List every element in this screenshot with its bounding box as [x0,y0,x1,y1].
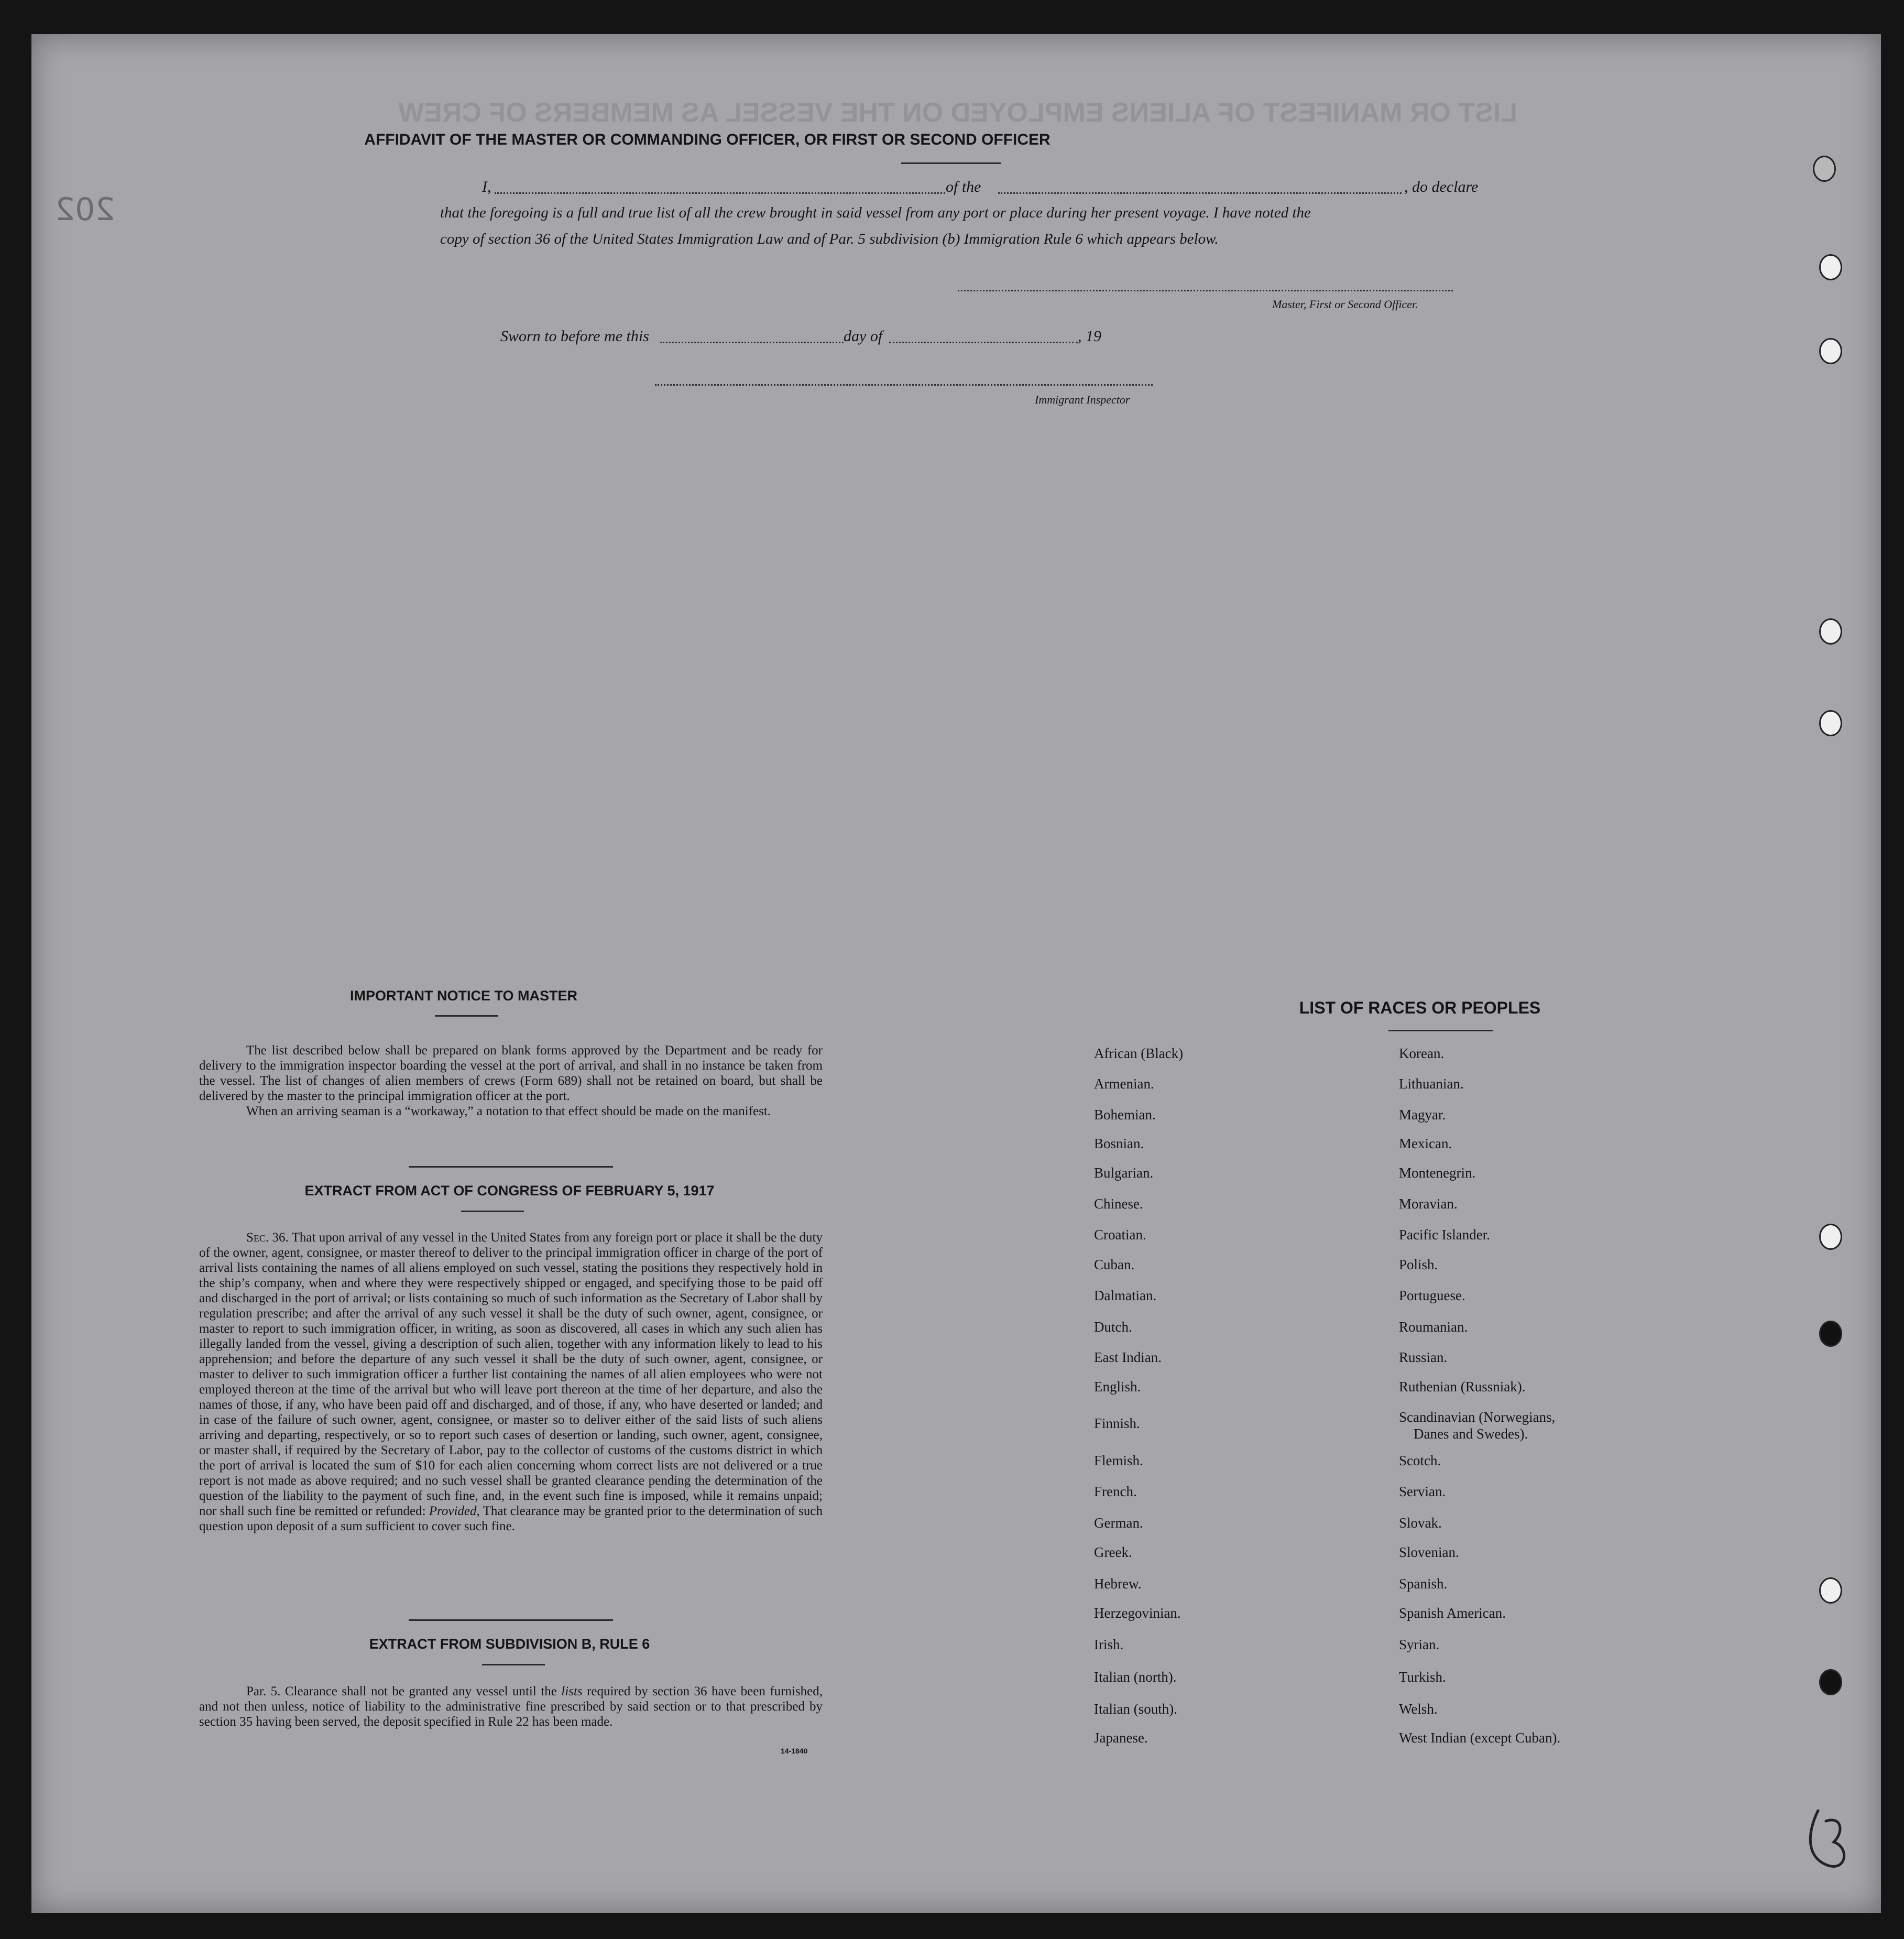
race-item-right-19: Spanish American. [1399,1605,1506,1621]
binder-hole-3 [1819,338,1842,364]
binder-hole-7 [1819,1321,1842,1347]
races-left-column [1094,1045,1382,1779]
sworn-line [500,328,1129,348]
binder-hole-8 [1819,1577,1842,1604]
race-item-right-13: Scandinavian (Norwegians, [1399,1409,1556,1425]
race-item-left-3: Bohemian. [1094,1107,1156,1123]
handwritten-corner-mark [1797,1800,1860,1879]
sworn-month-blank[interactable] [889,342,1078,343]
sworn-day-of: day of [844,328,883,345]
race-item-right-8: Polish. [1399,1257,1438,1272]
race-item-right-13-continuation: Danes and Swedes). [1414,1426,1528,1442]
race-item-left-8: Cuban. [1094,1257,1135,1272]
race-item-left-2: Armenian. [1094,1076,1154,1092]
race-item-left-12: English. [1094,1379,1141,1395]
binder-hole-5 [1819,710,1842,736]
affidavit-title: AFFIDAVIT OF THE MASTER OR COMMANDING OFFICER, OR FIRST OR SECOND OFFICER [364,131,1051,148]
race-item-left-16: German. [1094,1515,1143,1531]
act-provided: Provided, [429,1504,480,1518]
race-item-left-5: Bulgarian. [1094,1165,1154,1181]
notice-title-rule [435,1015,498,1017]
race-item-left-19: Herzegovinian. [1094,1605,1181,1621]
declare-suffix: , do declare [1404,178,1479,195]
rule-title: EXTRACT FROM SUBDIVISION B, RULE 6 [369,1636,650,1652]
race-item-right-23: West Indian (except Cuban). [1399,1730,1561,1746]
rule-paragraph [199,1684,823,1729]
race-item-right-5: Montenegrin. [1399,1165,1476,1181]
notice-paragraph-2: When an arriving seaman is a “workaway,” a notation to that effect should be made on the manifest. [246,1104,771,1118]
master-signature-caption: Master, First or Second Officer. [1272,298,1418,311]
race-item-right-12: Ruthenian (Russniak). [1399,1379,1526,1395]
race-item-left-18: Hebrew. [1094,1576,1142,1592]
race-item-left-10: Dutch. [1094,1319,1132,1335]
sworn-day-blank[interactable] [660,342,844,343]
rule-title-rule [482,1664,545,1665]
race-item-left-15: French. [1094,1484,1137,1499]
race-item-left-21: Italian (north). [1094,1669,1177,1685]
race-item-right-4: Mexican. [1399,1136,1452,1151]
race-item-right-2: Lithuanian. [1399,1076,1464,1092]
race-item-left-1: African (Black) [1094,1045,1184,1061]
vessel-prefix: of the [946,178,981,195]
race-item-right-3: Magyar. [1399,1107,1446,1123]
inspector-signature-line[interactable] [655,384,1153,386]
binder-hole-9 [1819,1669,1842,1695]
race-item-left-23: Japanese. [1094,1730,1148,1746]
affidavit-line1 [482,178,1504,199]
race-item-left-13: Finnish. [1094,1415,1140,1431]
vessel-name-blank[interactable] [998,192,1402,194]
rule-text-main: Par. 5. Clearance shall not be granted any vessel until the [246,1684,562,1698]
affidavit-line2: that the foregoing is a full and true list of all the crew brought in said vessel from any port or place during her present voyage. I have noted the [440,204,1311,221]
race-item-right-15: Servian. [1399,1484,1446,1499]
form-number: 14-1840 [781,1747,808,1755]
notice-title: IMPORTANT NOTICE TO MASTER [350,988,577,1004]
race-item-left-9: Dalmatian. [1094,1288,1157,1303]
race-item-left-20: Irish. [1094,1637,1124,1652]
race-item-right-17: Slovenian. [1399,1544,1459,1560]
race-item-right-11: Russian. [1399,1349,1448,1365]
notice-paragraph-1: The list described below shall be prepared on blank forms approved by the Department and be ready for delivery to the immigration inspector boarding the vessel at the port of arrival, and shall in no instance be taken from the vessel. The list of changes of alien members of crews (Form 689) shall not be retained on board, but shall be delivered by the master to the principal immigration officer at the port. [199,1043,823,1103]
act-divider [409,1166,613,1168]
race-item-left-14: Flemish. [1094,1453,1143,1468]
race-item-left-22: Italian (south). [1094,1701,1177,1717]
race-item-right-1: Korean. [1399,1045,1445,1061]
race-item-right-10: Roumanian. [1399,1319,1468,1335]
race-item-right-6: Moravian. [1399,1196,1458,1212]
race-item-right-16: Slovak. [1399,1515,1442,1531]
race-item-right-18: Spanish. [1399,1576,1448,1592]
race-item-left-6: Chinese. [1094,1196,1143,1212]
race-item-right-7: Pacific Islander. [1399,1227,1490,1243]
binder-hole-6 [1819,1224,1842,1250]
race-item-left-11: East Indian. [1094,1349,1162,1365]
act-title: EXTRACT FROM ACT OF CONGRESS OF FEBRUARY 5, 1917 [304,1183,715,1199]
act-title-rule [461,1211,524,1212]
binder-hole-2 [1819,254,1842,280]
race-item-right-22: Welsh. [1399,1701,1438,1717]
race-item-right-20: Syrian. [1399,1637,1440,1652]
races-title: LIST OF RACES OR PEOPLES [1299,998,1541,1017]
declarant-prefix: I, [482,178,491,195]
bleed-through-heading: LIST OR MANIFEST OF ALIENS EMPLOYED ON THE VESSEL AS MEMBERS OF CREW [398,97,1517,128]
race-item-left-4: Bosnian. [1094,1136,1144,1151]
sworn-prefix: Sworn to before me this [500,328,649,345]
rule-lists: lists [561,1684,583,1698]
master-signature-line[interactable] [958,290,1453,291]
race-item-right-14: Scotch. [1399,1453,1441,1468]
races-right-column [1399,1045,1739,1779]
declarant-name-blank[interactable] [495,192,945,194]
act-section-label: Sec. 36. [246,1230,289,1245]
rule-text-end: required by section 36 have been furnished, and not then unless, notice of liability to the administrative fine prescribed by said section or to that prescribed by section 35 having been served, the deposit specified in Rule 22 has been made. [199,1684,823,1729]
race-item-left-17: Greek. [1094,1544,1132,1560]
act-text-end: That clearance may be granted prior to the determination of such question upon deposit of a sum sufficient to cover such fine. [199,1504,823,1533]
race-item-right-9: Portuguese. [1399,1288,1465,1303]
sworn-year: , 19 [1078,328,1101,345]
inspector-caption: Immigrant Inspector [1035,393,1130,406]
race-item-left-7: Croatian. [1094,1227,1146,1243]
act-section-36 [199,1230,823,1534]
binder-hole-4 [1819,618,1842,645]
document-sheet [31,34,1881,1913]
race-item-right-21: Turkish. [1399,1669,1446,1685]
rule-divider [409,1619,613,1621]
act-text-main: That upon arrival of any vessel in the United States from any foreign port or place it shall be the duty of the owner, agent, consignee, or master thereof to deliver to the principal immigration officer in charge of the port of arrival lists containing the names of all aliens employed on such vessel, stating the positions they respectively hold in the ship’s company, when and where they were respectively shipped or engaged, and specifying those to be paid off and discharged in the port of arrival; or lists containing so much of such information as the Secretary of Labor shall by regulation prescribe; and after the arrival of any such vessel it shall be the duty of such owner, agent, consignee, or master to report to such immigration officer, in writing, as soon as discovered, all cases in which any such alien has illegally landed from the vessel, giving a description of such alien, together with any information likely to lead to his apprehension; and before the departure of any such vessel it shall be the duty of such owner, agent, consignee, or master to deliver to such immigration officer a further list containing the names of all alien employees who were not employed thereon at the time of the arrival but who will leave port thereon at the time of her departure, and also the names of those, if any, who have been paid off and discharged, and of those, if any, who have deserted or landed; and in case of the failure of such owner, agent, consignee, or master so to deliver either of the said lists of such aliens arriving and departing, respectively, or so to report such cases of desertion or landing, such owner, agent, consignee, or master shall, if required by the Secretary of Labor, pay to the collector of customs of the customs district in which the port of arrival is located the sum of $10 for each alien concerning whom correct lists are not delivered or a true report is not made as above required; and no such vessel shall be granted clearance pending the determination of the question of the liability to the payment of such fine, and, in the event such fine is imposed, while it remains unpaid; nor shall such fine be remitted or refunded: [199,1230,823,1518]
notice-body [199,1043,823,1119]
affidavit-title-rule [901,162,1001,164]
binder-hole-1 [1813,156,1836,182]
affidavit-line3: copy of section 36 of the United States Immigration Law and of Par. 5 subdivision (b) Immigration Rule 6 which appears below. [440,231,1219,247]
races-title-rule [1388,1030,1493,1031]
margin-mark: 202 [55,191,115,228]
